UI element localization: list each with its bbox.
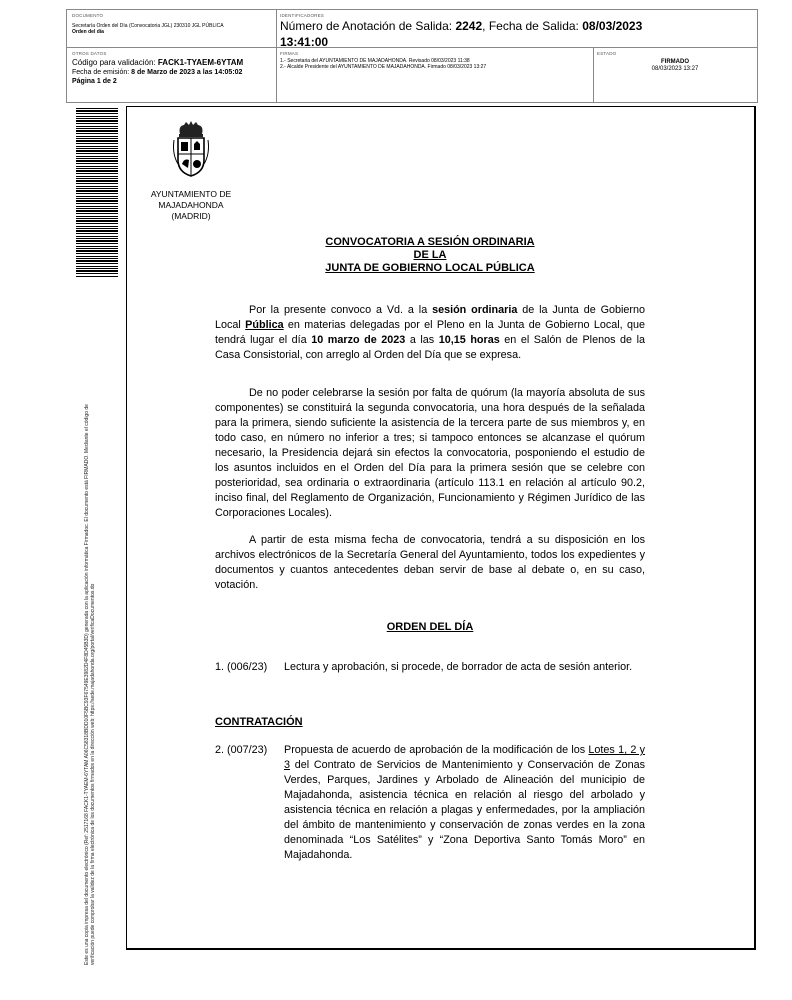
item1-text: Lectura y aprobación, si procede, de borrador de acta de sesión anterior. [284,661,633,673]
side-verification-text [84,285,96,965]
paragraph-convocatoria [215,303,645,363]
p1-c: de la Junta de Gobierno Local [215,304,645,331]
codigo-prefix: Código para validación: [72,58,158,67]
title-line2: DE LA [413,249,447,261]
muni-line1: AYUNTAMIENTO DE [150,189,232,199]
hora-salida: 13:41:00 [280,35,329,47]
p1-publica: Pública [245,319,284,331]
barcode [76,108,118,278]
p2-text: De no poder celebrarse la sesión por falta de quórum (la mayoría absoluta de sus componentes) se constituirá la segunda convocatoria, una hora después de la señalada para la primera, siendo suficiente la asistencia de la tercera parte de sus miembros y, en todo caso, en número no inferior a tres; si tampoco entonces se alcanzase el quórum necesario, la Presidencia dejará sin efectos la convocatoria, posponiendo el estudio de los asuntos incluidos en el Orden del Día para la primera sesión que se celebre con posterioridad, sea ordinaria o extraordinaria (artículo 113.1 en relación al artículo 90.2, inciso final, del Reglamento de Organización, Funcionamiento y Régimen Jurídico de las Corporaciones Locales). [215,387,645,519]
identificadores-label: IDENTIFICADORES [280,13,325,18]
section-contratacion: CONTRATACIÓN [215,716,303,728]
coat-of-arms-icon [170,120,212,180]
title-line3: JUNTA DE GOBIERNO LOCAL PÚBLICA [325,262,535,274]
title-line1: CONVOCATORIA A SESIÓN ORDINARIA [325,236,535,248]
p1-fecha: 10 marzo de 2023 [311,334,406,346]
anotacion-prefix: Número de Anotación de Salida: [280,19,456,33]
item2-c: del Contrato de Servicios de Mantenimiento y Conservación de Zonas Verdes, Parques, Jardines y Arbolado de Alineación del municipio de Majadahonda, asistencia técnica en relación al riesgo del arbolado y asistencia técnica en relación a plagas y enfermedades, por la ampliación del ámbito de mantenimiento y conservación de zonas verdes en la zona denominada “Los Satélites” y “Zona Deportiva Santo Tomás Moro” en Majadahonda. [284,759,645,861]
side-text-line1: Este es una copia impresa del documento electrónico (Ref: 2517168 FACK1-TYAEM-6YTAM A06C58318BDD10F5BC93F67549E3982D4F8D45B3D) generada con la aplicación informática Firmadoc. El documento está FIRMADO. Mediante el código de [84,404,90,965]
pagina: Página 1 de 2 [72,78,117,85]
emision-date: 8 de Marzo de 2023 a las 14:05:02 [131,69,243,76]
item2-a: Propuesta de acuerdo de aprobación de la modificación de los [284,744,589,756]
side-text-line2: verificación puede comprobar la validez de la firma electrónica de los documentos firmados en la dirección web: https://sede.majadahonda.org/portal/verificaDocumentos.do [90,583,96,965]
document-title [215,236,645,275]
emision-prefix: Fecha de emisión: [72,69,132,76]
codigo-line [72,58,272,68]
identificadores-cell [280,13,750,47]
emision-line [72,68,272,77]
fecha-salida: 08/03/2023 [582,19,643,33]
p1-g: a las [405,334,439,346]
firma-2: 2.- Alcalde Presidente del AYUNTAMIENTO DE MAJADAHONDA. Firmado 08/03/2023 13:27 [280,64,487,70]
paragraph-archivos [215,533,645,593]
otros-datos-cell [72,51,272,101]
documento-label: DOCUMENTO [72,13,104,18]
orden-del-dia-title: ORDEN DEL DÍA [386,621,474,633]
anotacion-line [280,18,750,34]
p3-text: A partir de esta misma fecha de convocatoria, tendrá a su disposición en los archivos electrónicos de la Secretaría General del Ayuntamiento, todos los expedientes y documentos y cuantos antecedentes deban servir de base al debate o, en su caso, votación. [215,534,645,591]
fecha-prefix: , Fecha de Salida: [482,19,583,33]
documento-line1: Secretaría Orden del Día (Convocatoria JGL) 230310 JGL PÚBLICA [72,23,224,29]
item2-text [284,743,645,863]
documento-line2: Orden del día [72,29,104,35]
estado-cell [597,51,753,101]
estado-status: FIRMADO [661,59,689,65]
p1-i: en el Salón de Plenos de la Casa Consistorial, con arreglo al Orden del Día que se expresa. [215,334,645,361]
item2-number: 2. (007/23) [215,744,268,756]
estado-fecha: 08/03/2023 13:27 [651,66,699,72]
municipality-name [130,189,252,222]
anotacion-number: 2242 [455,19,483,33]
codigo-validacion: FACK1-TYAEM-6YTAM [157,58,244,67]
paragraph-quorum [215,386,645,521]
muni-line2: MAJADAHONDA [158,200,224,210]
agenda-item-2 [215,743,645,863]
item1-number: 1. (006/23) [215,661,268,673]
otros-label: OTROS DATOS [72,51,107,56]
muni-line3: (MADRID) [171,211,211,221]
p1-hora: 10,15 horas [438,334,500,346]
documento-cell [72,13,272,45]
firmas-label: FIRMAS [280,51,299,56]
p1-sesion: sesión ordinaria [432,304,518,316]
agenda-item-1 [215,660,645,675]
document-header [66,9,758,103]
item2-lotes: Lotes 1, 2 y 3 [284,744,645,771]
estado-label: ESTADO [597,51,617,56]
firma-1: 1.- Secretaria del AYUNTAMIENTO DE MAJADAHONDA. Revisado 08/03/2023 11:38 [280,58,470,64]
p1-e: en materias delegadas por el Pleno en la Junta de Gobierno Local, que tendrá lugar el día [215,319,646,346]
firmas-cell [280,51,590,101]
p1-a: Por la presente convoco a Vd. a la [249,304,433,316]
